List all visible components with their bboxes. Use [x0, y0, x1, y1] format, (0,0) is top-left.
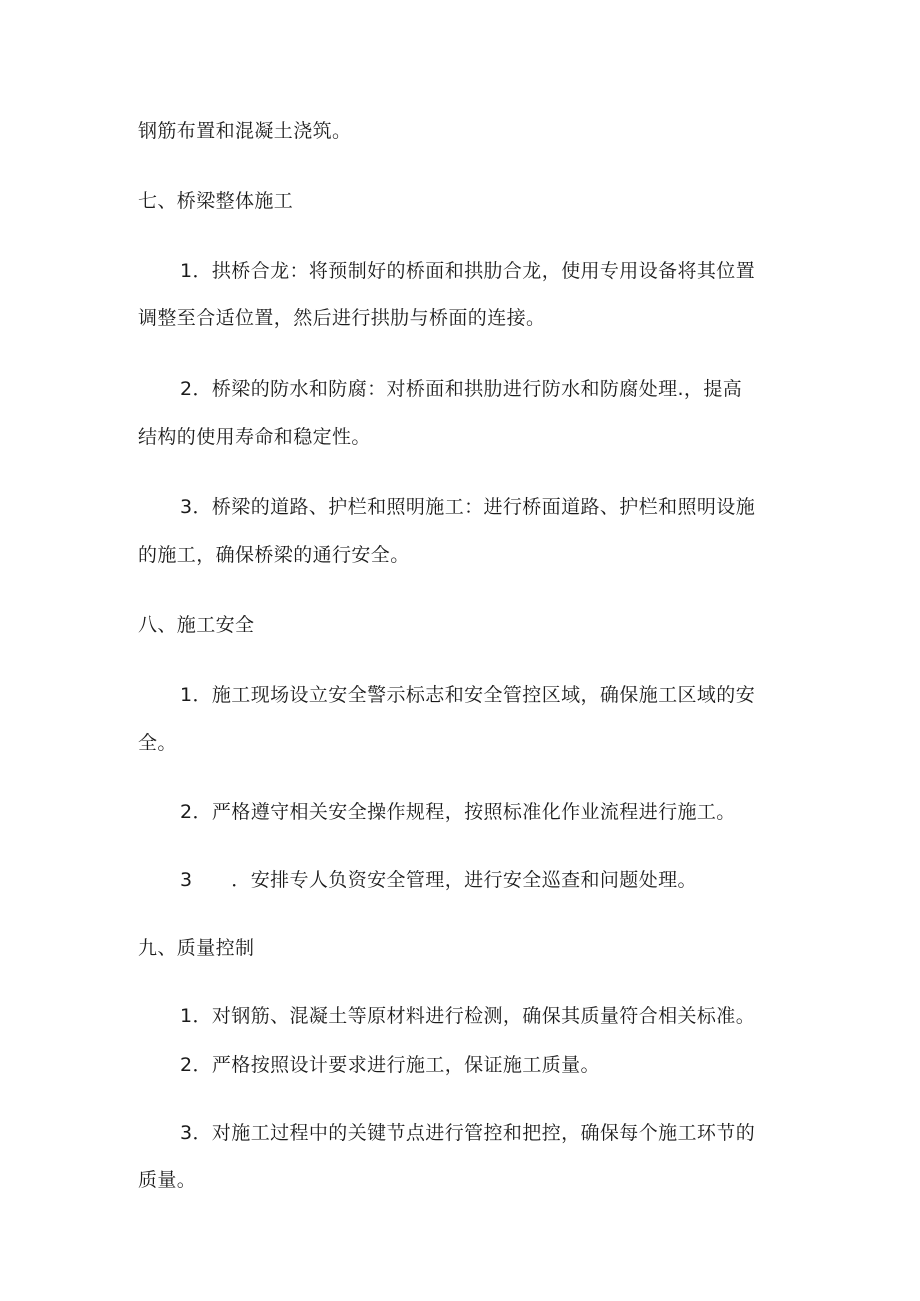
- paragraph-continuation: 钢筋布置和混凝土浇筑。: [138, 120, 352, 142]
- section8-item3: 3 ．安排专人负资安全管理，进行安全巡查和问题处理。: [180, 869, 697, 891]
- section7-item2-line1: 2．桥梁的防水和防腐：对桥面和拱肋进行防水和防腐处理.，提高: [180, 378, 743, 400]
- section7-item2-line2: 结构的使用寿命和稳定性。: [138, 426, 371, 448]
- section-heading-9: 九、质量控制: [138, 937, 255, 959]
- section7-item3-line2: 的施工，确保桥梁的通行安全。: [138, 544, 410, 566]
- section9-item3-line2: 质量。: [138, 1169, 197, 1191]
- section7-item1-line2: 调整至合适位置，然后进行拱肋与桥面的连接。: [138, 307, 546, 329]
- section8-item1-line2: 全。: [138, 732, 177, 754]
- section8-item1-line1: 1．施工现场设立安全警示标志和安全管控区域，确保施工区域的安: [180, 684, 756, 706]
- section7-item1-line1: 1．拱桥合龙：将预制好的桥面和拱肋合龙，使用专用设备将其位置: [180, 260, 756, 282]
- section8-item2: 2．严格遵守相关安全操作规程，按照标准化作业流程进行施工。: [180, 801, 736, 823]
- section9-item1: 1．对钢筋、混凝土等原材料进行检测，确保其质量符合相关标准。: [180, 1005, 756, 1027]
- section-heading-8: 八、施工安全: [138, 614, 255, 636]
- section9-item3-line1: 3．对施工过程中的关键节点进行管控和把控，确保每个施工环节的: [180, 1122, 756, 1144]
- section-heading-7: 七、桥梁整体施工: [138, 190, 294, 212]
- section9-item2: 2．严格按照设计要求进行施工，保证施工质量。: [180, 1054, 600, 1076]
- section7-item3-line1: 3．桥梁的道路、护栏和照明施工：进行桥面道路、护栏和照明设施: [180, 496, 756, 518]
